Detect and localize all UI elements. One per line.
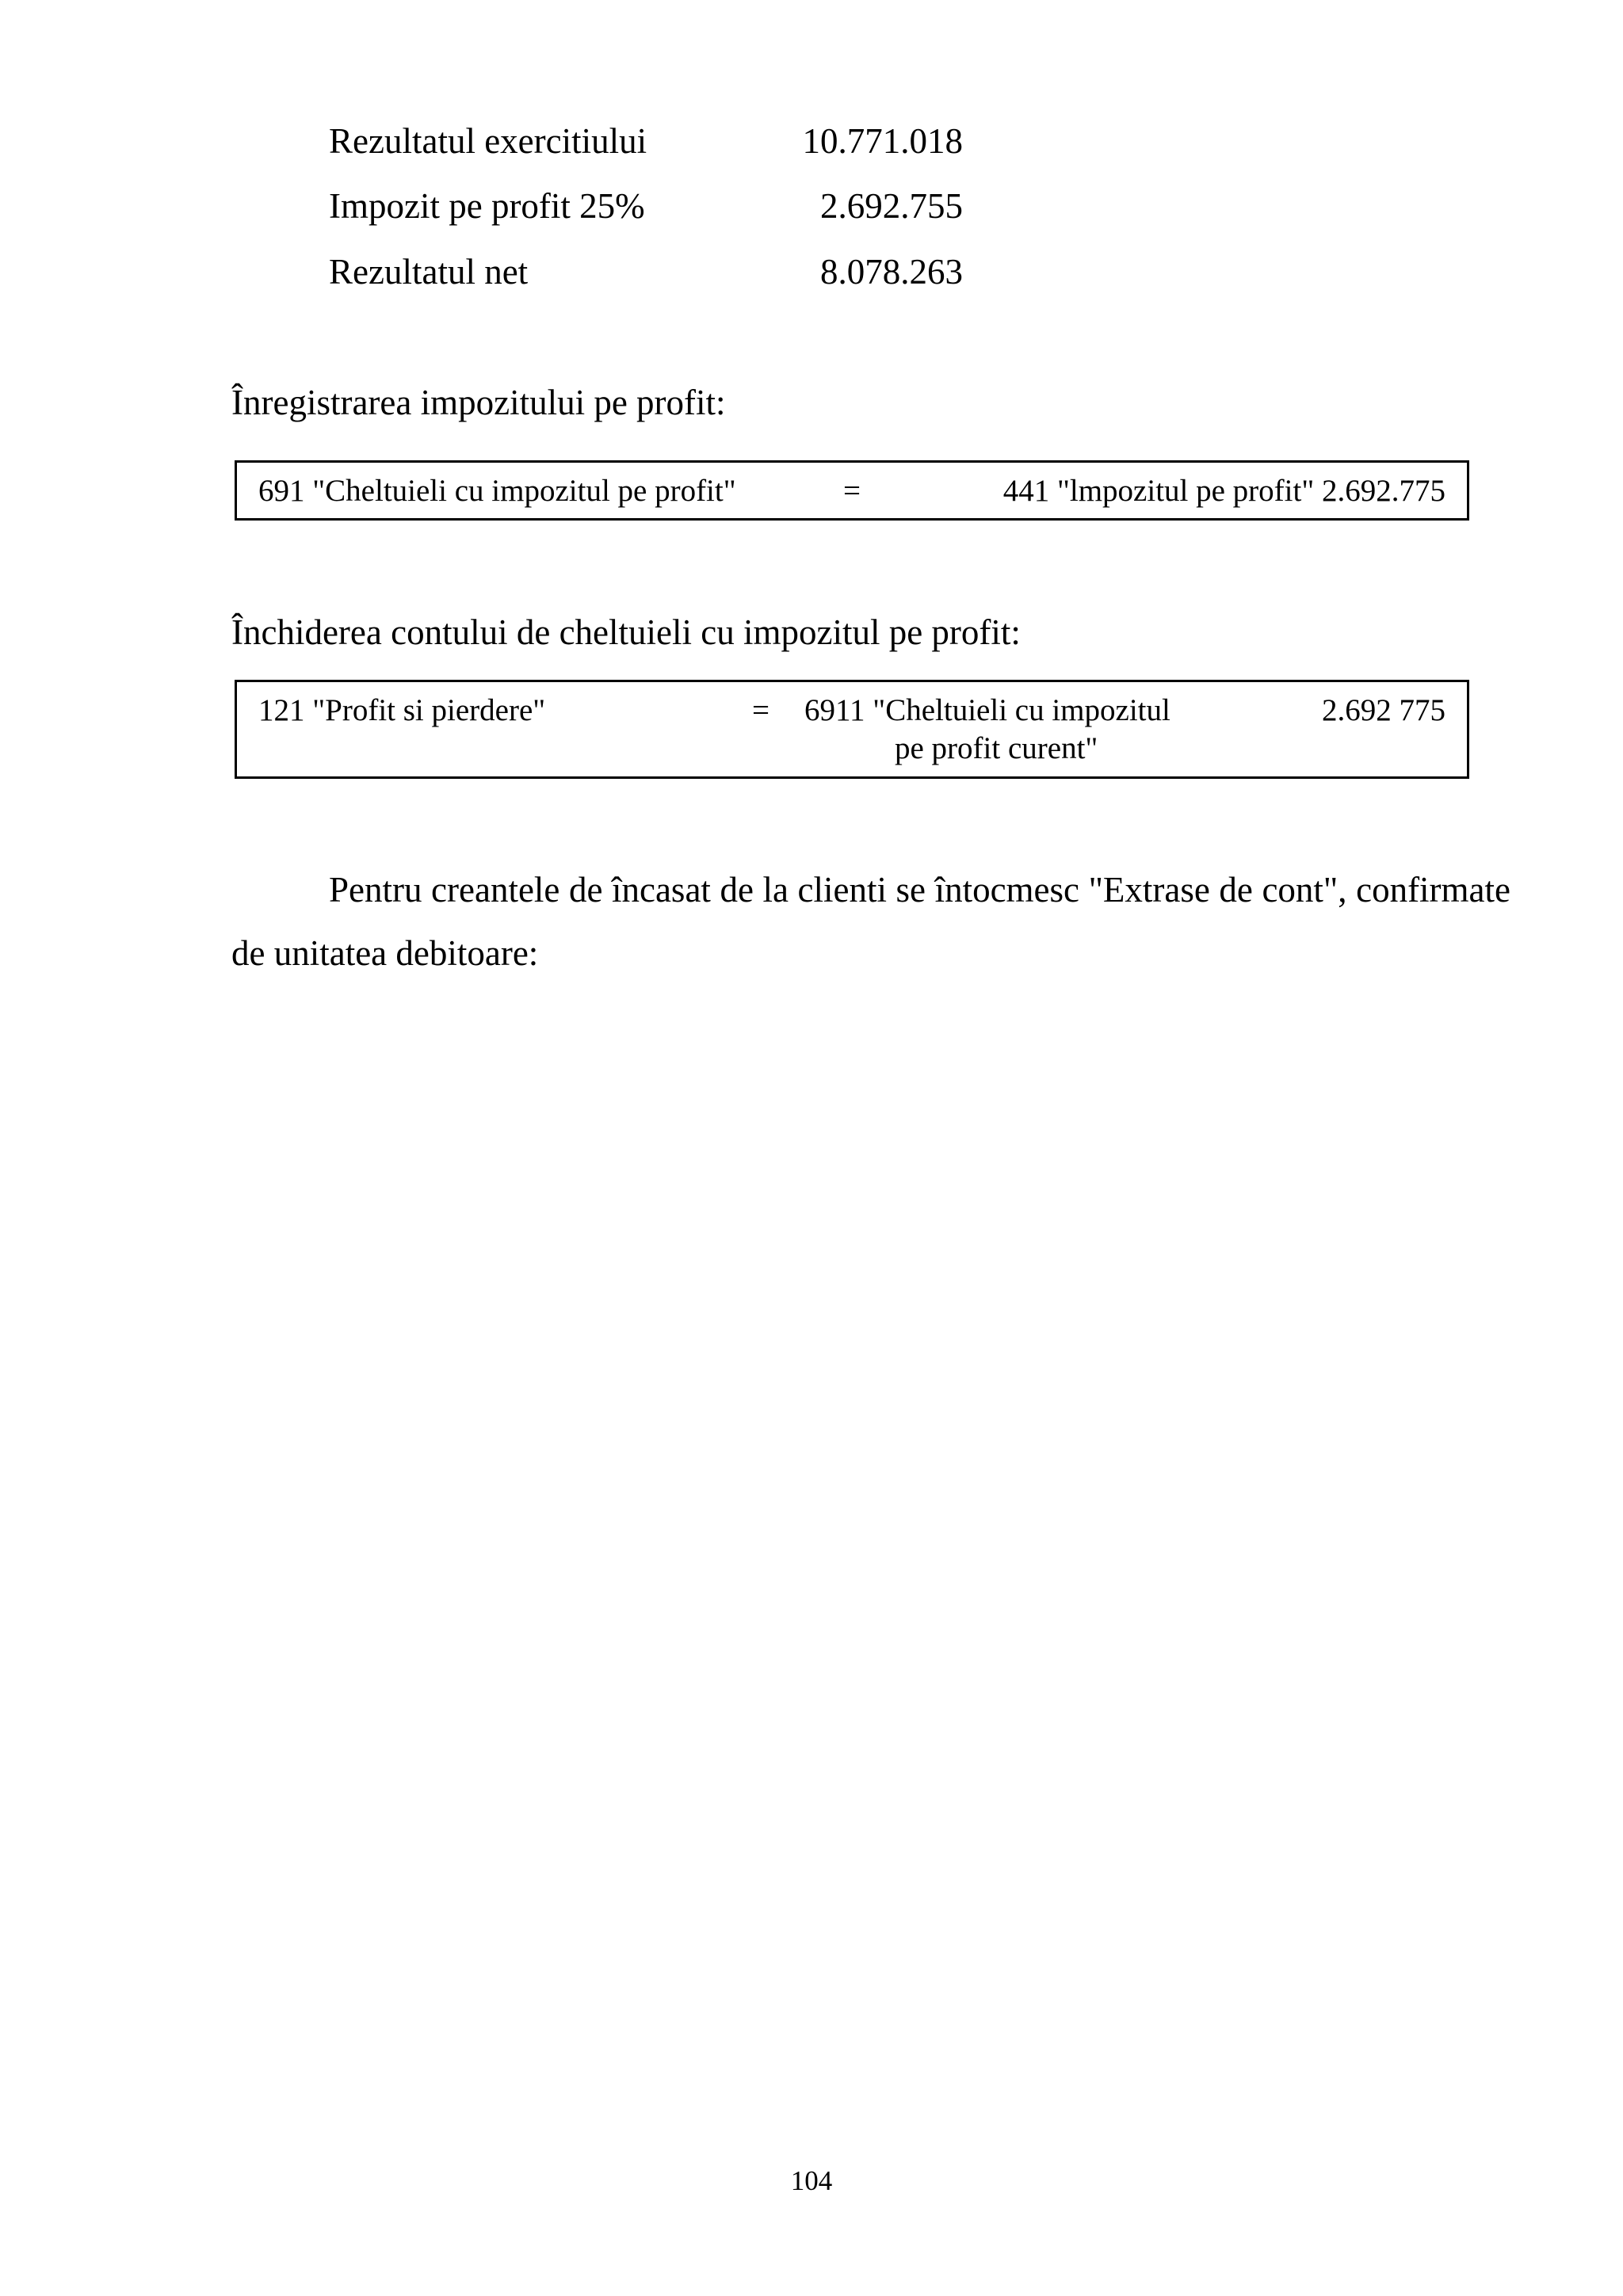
summary-label: Impozit pe profit 25% [329, 186, 645, 226]
entry1-box [235, 460, 1469, 521]
entry2-equals-sign: = [752, 693, 769, 727]
summary-value: 10.771.018 [802, 121, 963, 161]
entry1-equals-sign: = [843, 474, 861, 508]
entry2-credit-account-line2: pe profit curent" [895, 731, 1098, 765]
page-number: 104 [790, 2165, 833, 2196]
summary-label: Rezultatul net [329, 252, 529, 292]
entry1-credit-and-amount: 441 "lmpozitul pe profit" 2.692.775 [1002, 474, 1445, 508]
summary-row-result [329, 117, 963, 165]
summary-value: 8.078.263 [820, 252, 963, 292]
body-paragraph: Pentru creantele de încasat de la clienti se întocmesc "Extrase de cont", confirmate de unitatea debitoare: [231, 870, 1510, 973]
summary-row-tax [329, 182, 963, 230]
entry2-amount: 2.692 775 [1322, 693, 1445, 727]
summary-value: 2.692.755 [820, 186, 963, 226]
entry1-heading: Înregistrarea impozitului pe profit: [231, 383, 726, 422]
entry2-box [235, 680, 1469, 779]
entry2-heading: Închiderea contului de cheltuieli cu impozitul pe profit: [231, 612, 1021, 652]
entry2-debit-account: 121 "Profit si pierdere" [258, 693, 546, 727]
summary-label: Rezultatul exercitiului [329, 121, 647, 161]
entry2-credit-account-line1: 6911 "Cheltuieli cu impozitul [804, 693, 1170, 727]
entry1-debit-account: 691 "Cheltuieli cu impozitul pe profit" [258, 474, 736, 508]
summary-row-net [329, 248, 963, 296]
